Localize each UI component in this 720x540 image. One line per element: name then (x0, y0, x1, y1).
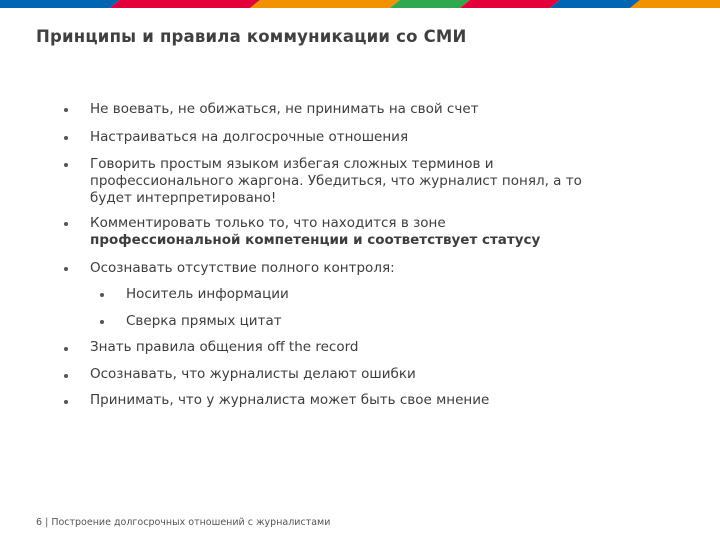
bullet-icon (64, 136, 68, 140)
bullet-text-line2: профессиональной компетенции и соответствует статусу (90, 232, 541, 248)
bullet-icon (64, 347, 68, 351)
bullet-text: Сверка прямых цитат (126, 313, 282, 329)
bullet-text-line1: Комментировать только то, что находится в зоне (90, 215, 446, 231)
bullet-icon (100, 320, 104, 324)
bullet-icon (64, 222, 68, 226)
footer-text: Построение долгосрочных отношений с журналистами (51, 517, 331, 528)
bullet-icon (64, 108, 68, 112)
bullet-text: Говорить простым языком избегая сложных терминов и профессионального жаргона. Убедиться, что журналист понял, а то будет интерпретировано! (90, 156, 582, 206)
bullet-text: Не воевать, не обижаться, не принимать на свой счет (90, 101, 479, 117)
bullet-text: Настраиваться на долгосрочные отношения (90, 129, 409, 145)
bullet-text: Знать правила общения off the record (90, 339, 359, 355)
bullet-icon (64, 267, 68, 271)
slide-footer (36, 517, 330, 528)
bullet-text: Принимать, что у журналиста может быть свое мнение (90, 392, 490, 408)
slide-title: Принципы и правила коммуникации со СМИ (36, 27, 467, 46)
bullet-icon (64, 374, 68, 378)
bullet-text: Осознавать отсутствие полного контроля: (90, 260, 395, 276)
page-number: 6 (36, 517, 43, 528)
bullet-icon (64, 400, 68, 404)
footer-separator: | (45, 517, 49, 528)
bullet-text: Осознавать, что журналисты делают ошибки (90, 366, 416, 382)
bullet-text: Носитель информации (126, 286, 289, 302)
bullet-icon (100, 293, 104, 297)
bullet-icon (64, 163, 68, 167)
